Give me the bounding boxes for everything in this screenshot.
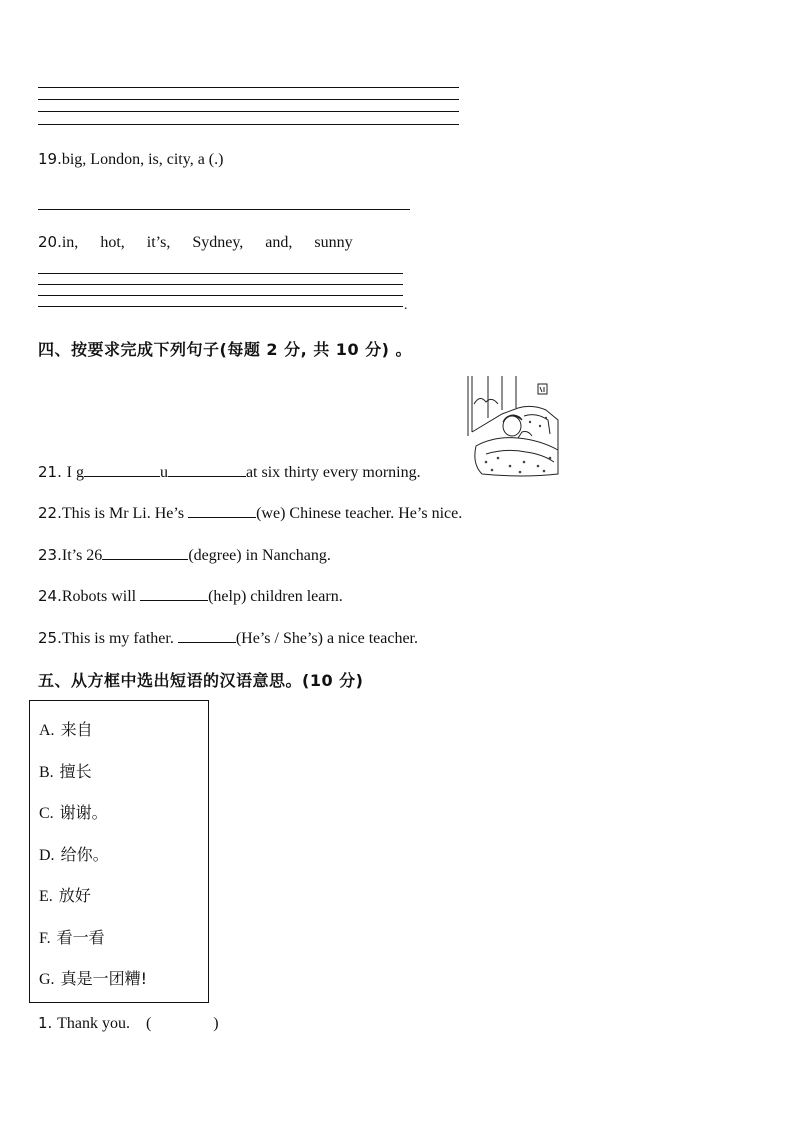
- question-number: 19.: [38, 150, 62, 168]
- question-24: [38, 586, 343, 606]
- section-4-heading: 四、按要求完成下列句子(每题 2 分, 共 10 分) 。: [38, 340, 413, 359]
- word: and,: [265, 234, 293, 251]
- question-number: 1.: [38, 1014, 58, 1032]
- answer-line[interactable]: [38, 111, 459, 112]
- question-number: 24.: [38, 587, 62, 605]
- option-letter: E.: [39, 888, 53, 905]
- question-20: [38, 233, 375, 252]
- option-letter: C.: [39, 805, 54, 822]
- answer-line[interactable]: [38, 306, 403, 307]
- word: hot,: [100, 234, 125, 251]
- question-1: [38, 1014, 219, 1033]
- option-d: [39, 842, 109, 865]
- option-e: [39, 883, 91, 906]
- question-22: [38, 503, 462, 523]
- option-letter: G.: [39, 971, 55, 988]
- answer-line[interactable]: [38, 87, 459, 88]
- answer-line[interactable]: [38, 273, 403, 274]
- option-text: 擅长: [59, 762, 92, 781]
- question-text: at six thirty every morning.: [245, 464, 421, 481]
- option-a: [39, 717, 93, 740]
- option-c: [39, 800, 108, 823]
- answer-line[interactable]: [38, 284, 403, 285]
- answer-blank[interactable]: [178, 628, 236, 643]
- question-number: 22.: [38, 504, 62, 522]
- word: it’s,: [146, 234, 171, 251]
- paren-close: ): [213, 1015, 219, 1032]
- question-number: 20.: [38, 233, 62, 251]
- question-text: It’s 26: [61, 547, 103, 564]
- answer-blank[interactable]: [140, 586, 208, 601]
- answer-blank[interactable]: [84, 462, 160, 477]
- option-text: 放好: [58, 886, 91, 905]
- bed-illustration: [462, 374, 564, 478]
- word: Sydney,: [192, 234, 244, 251]
- answer-blank[interactable]: [102, 545, 188, 560]
- paren-open: (: [145, 1015, 152, 1032]
- options-box: [29, 700, 209, 1003]
- section-5-heading: 五、从方框中选出短语的汉语意思。(10 分): [38, 671, 364, 690]
- answer-blank[interactable]: [168, 462, 246, 477]
- option-text: 看一看: [56, 928, 105, 947]
- question-number: 25.: [38, 629, 62, 647]
- word: in,: [61, 234, 79, 251]
- question-19: [38, 150, 223, 169]
- option-text: 给你。: [60, 845, 109, 864]
- question-21: [38, 462, 421, 482]
- option-g: [39, 966, 147, 989]
- question-text: (degree) in Nanchang.: [188, 547, 331, 564]
- question-25: [38, 628, 418, 648]
- option-text: 谢谢。: [59, 803, 108, 822]
- answer-line[interactable]: [38, 124, 459, 125]
- question-number: 21.: [38, 463, 67, 481]
- option-letter: A.: [39, 722, 55, 739]
- option-text: 真是一团糟!: [60, 969, 147, 988]
- question-text: u: [159, 464, 168, 481]
- question-text: I g: [66, 464, 84, 481]
- answer-line[interactable]: [38, 295, 403, 296]
- question-text: This is Mr Li. He’s: [61, 505, 189, 522]
- word: sunny: [314, 234, 353, 251]
- option-letter: D.: [39, 847, 55, 864]
- question-text: (help) children learn.: [208, 588, 343, 605]
- question-number: 23.: [38, 546, 62, 564]
- option-text: 来自: [60, 720, 93, 739]
- option-b: [39, 759, 92, 782]
- question-23: [38, 545, 331, 565]
- question-text: This is my father.: [61, 630, 178, 647]
- option-letter: F.: [39, 930, 51, 947]
- answer-line[interactable]: [38, 99, 459, 100]
- question-text: (we) Chinese teacher. He’s nice.: [256, 505, 463, 522]
- option-f: [39, 925, 105, 948]
- question-text: (He’s / She’s) a nice teacher.: [235, 630, 418, 647]
- answer-line[interactable]: [38, 209, 410, 210]
- question-text: big, London, is, city, a (.): [61, 151, 224, 168]
- answer-blank[interactable]: [188, 503, 256, 518]
- option-letter: B.: [39, 764, 54, 781]
- question-text: Robots will: [61, 588, 141, 605]
- question-text: Thank you.: [57, 1015, 130, 1032]
- period: .: [404, 298, 408, 313]
